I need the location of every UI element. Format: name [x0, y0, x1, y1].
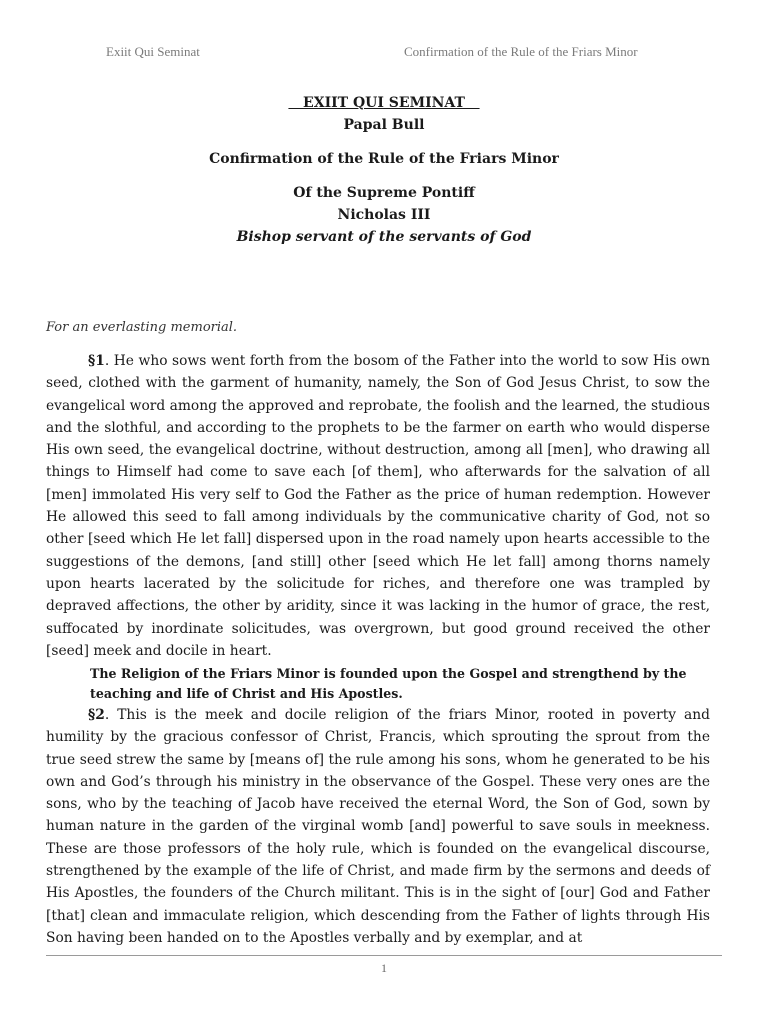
page-number: 1	[381, 961, 387, 975]
running-head	[0, 0, 768, 72]
pope-name: Nicholas III	[337, 207, 431, 223]
paragraph-2-text: . This is the meek and docile religion of the friars Minor, rooted in poverty and humility by the gracious confessor of Christ, Francis, which sprouting the sprout from the true seed strew the same by [means of] the rule among his sons, whom he generated to be his own and God’s through his ministry in the observance of the Gospel. These very ones are the sons, who by the teaching of Jacob have received the eternal Word, the Son of God, sown by human nature in the garden of the virginal womb [and] powerful to save souls in meekness. These are those professors of the holy rule, which is founded on the evangelical discourse, strengthened by the example of the life of Christ, and made firm by the sermons and deeds of His Apostles, the founders of the Church militant. This is in the sight of [our] God and Father [that] clean and immaculate religion, which descending from the Father of lights through His Son having been handed on to the Apostles verbally and by exemplar, and at	[46, 707, 710, 946]
title-block	[0, 92, 768, 248]
running-head-left: Exiit Qui Seminat	[106, 44, 200, 59]
section-marker-1: §1	[88, 353, 105, 369]
section-heading: The Religion of the Friars Minor is founded upon the Gospel and strengthend by the teaching and life of Christ and His Apostles.	[90, 666, 687, 701]
memorial-line: For an everlasting memorial.	[46, 320, 238, 335]
section-marker-2: §2	[88, 707, 105, 723]
confirmation-line: Confirmation of the Rule of the Friars Minor	[209, 151, 559, 167]
footer-rule	[46, 955, 722, 956]
document-subtitle: Papal Bull	[343, 117, 425, 133]
paragraph-1	[46, 350, 710, 662]
document-title: EXIIT QUI SEMINAT	[288, 95, 480, 111]
paragraph-1-text: . He who sows went forth from the bosom of the Father into the world to sow His own seed, clothed with the garment of humanity, namely, the Son of God Jesus Christ, to sow the evangelical word among the approved and reprobate, the foolish and the learned, the studious and the slothful, and according to the prophets to be the farmer on earth who would disperse His own seed, the evangelical doctrine, without destruction, among all [men], who drawing all things to Himself had come to save each [of them], who afterwards for the salvation of all [men] immolated His very self to God the Father as the price of human redemption. However He allowed this seed to fall among individuals by the communicative charity of God, not so other [seed which He let fall] dispersed upon in the road namely upon hearts accessible to the suggestions of the demons, [and still] other [seed which He let fall] among thorns namely upon hearts lacerated by the solicitude for riches, and therefore one was trampled by depraved affections, the other by aridity, since it was lacking in the humor of grace, the rest, suffocated by inordinate solicitudes, was overgrown, but good ground received the other [seed] meek and docile in heart.	[46, 353, 710, 659]
running-head-right: Confirmation of the Rule of the Friars Minor	[404, 44, 638, 59]
bishop-line: Bishop servant of the servants of God	[236, 229, 532, 245]
paragraph-2	[46, 704, 710, 949]
pontiff-line: Of the Supreme Pontiff	[293, 185, 475, 201]
